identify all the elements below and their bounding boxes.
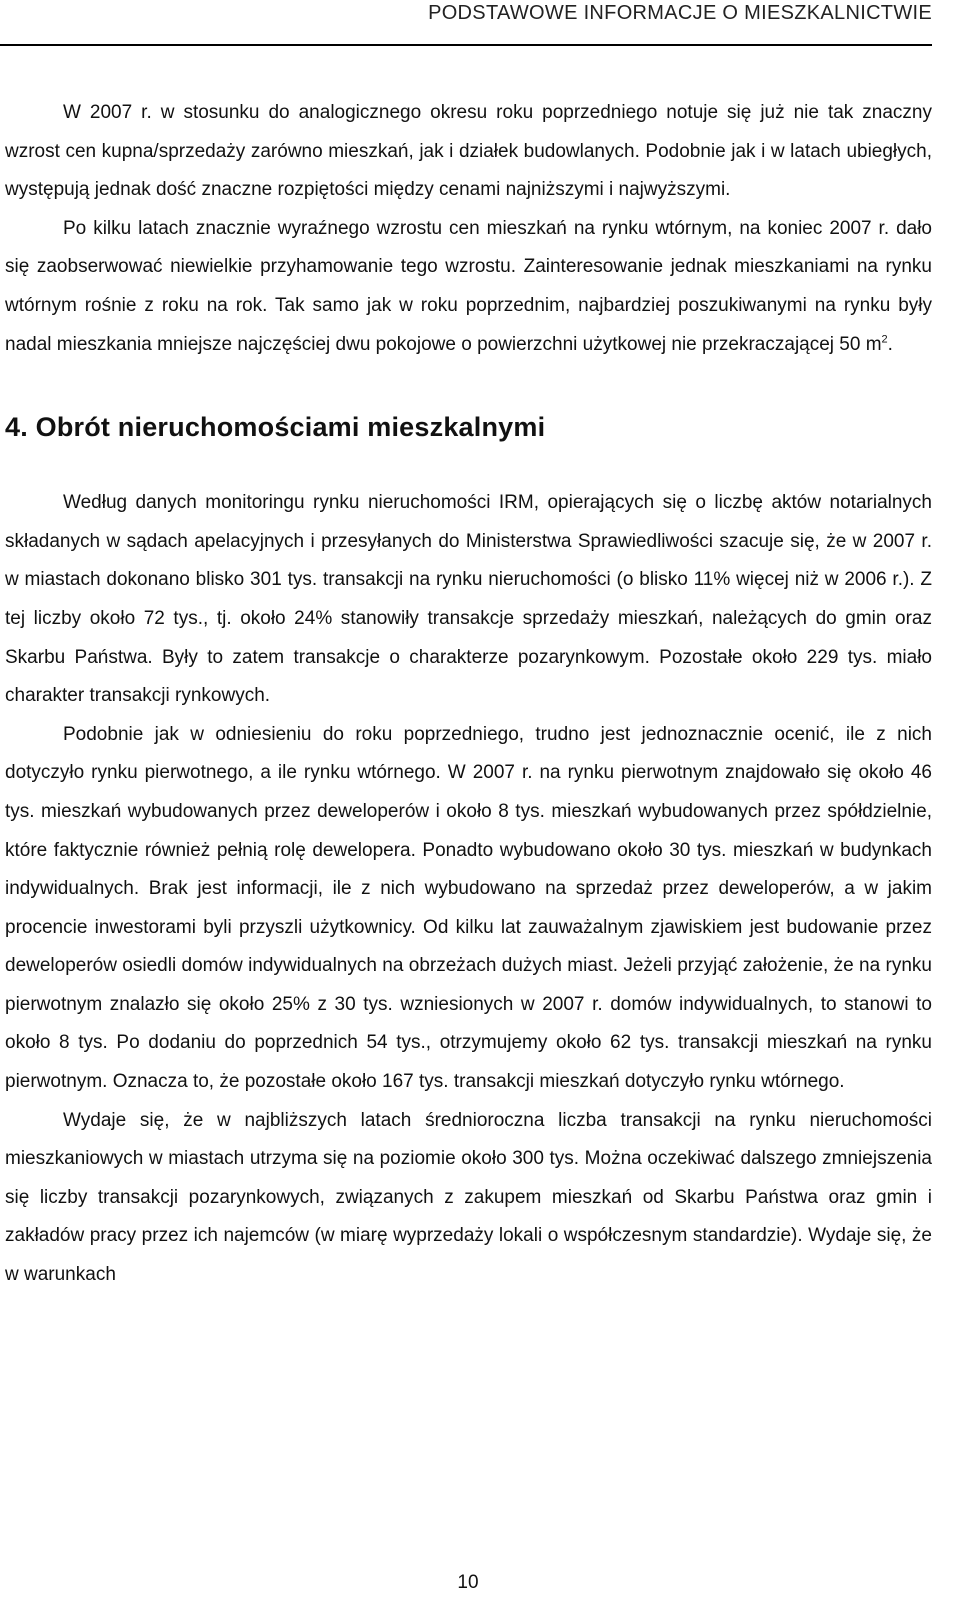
paragraph-primary-secondary-split: Podobnie jak w odniesieniu do roku poprzedniego, trudno jest jednoznacznie ocenić, ile z nich dotyczyło rynku pierwotnego, a ile rynku wtórnego. W 2007 r. na rynku pierwotnym znajdowało się około 46 tys. mieszkań wybudowanych przez deweloperów i około 8 tys. mieszkań wybudowanych przez spółdzielnie, które faktycznie również pełnią rolę dewelopera. Ponadto wybudowano około 30 tys. mieszkań w budynkach indywidualnych. Brak jest informacji, ile z nich wybudowano na sprzedaż przez deweloperów, a w jakim procencie inwestorami byli przyszli użytkownicy. Od kilku lat zauważalnym zjawiskiem jest budowanie przez deweloperów osiedli domów indywidualnych na obrzeżach dużych miast. Jeżeli przyjąć założenie, że na rynku pierwotnym znalazło się około 25% z 30 tys. wzniesionych w 2007 r. domów indywidualnych, to stanowi to około 8 tys. Po dodaniu do poprzednich 54 tys., otrzymujemy około 62 tys. transakcji mieszkań na rynku pierwotnym. Oznacza to, że pozostałe około 167 tys. transakcji mieszkań dotyczyło rynku wtórnego. [5,723,932,1093]
page-number: 10 [457,1572,479,1593]
paragraph-secondary-market-text: Po kilku latach znacznie wyraźnego wzrostu cen mieszkań na rynku wtórnym, na koniec 2007 r. dało się zaobserwować niewielkie przyhamowanie tego wzrostu. Zainteresowanie jednak mieszkaniami na rynku wtórnym rośnie z roku na rok. Tak samo jak w roku poprzednim, najbardziej poszukiwanymi na rynku były nadal mieszkania mniejsze najczęściej dwu pokojowe o powierzchni użytkowej nie przekraczającej 50 m [5,217,932,355]
superscript-two: 2 [881,333,888,346]
paragraph-outlook: Wydaje się, że w najbliższych latach średnioroczna liczba transakcji na rynku nieruchomości mieszkaniowych w miastach utrzyma się na poziomie około 300 tys. Można oczekiwać dalszego zmniejszenia się liczby transakcji pozarynkowych, związanych z zakupem mieszkań od Skarbu Państwa oraz gmin i zakładów pracy przez ich najemców (w miarę wyprzedaży lokali o współczesnym standardzie). Wydaje się, że w warunkach [5,1109,932,1286]
page-body [5,94,932,1295]
section-heading: 4. Obrót nieruchomościami mieszkalnymi [5,412,546,443]
running-header [0,0,932,46]
paragraph-secondary-market-tail: . [887,333,893,355]
paragraph-transactions-volume: Według danych monitoringu rynku nieruchomości IRM, opierających się o liczbę aktów notarialnych składanych w sądach apelacyjnych i przesyłanych do Ministerstwa Sprawiedliwości szacuje się, że w 2007 r. w miastach dokonano blisko 301 tys. transakcji na rynku nieruchomości (o blisko 11% więcej niż w 2006 r.). Z tej liczby około 72 tys., tj. około 24% stanowiły transakcje sprzedaży mieszkań, należących do gmin oraz Skarbu Państwa. Były to zatem transakcje o charakterze pozarynkowym. Pozostałe około 229 tys. miało charakter transakcji rynkowych. [5,492,932,707]
paragraph-price-trends: W 2007 r. w stosunku do analogicznego okresu roku poprzedniego notuje się już nie tak znaczny wzrost cen kupna/sprzedaży zarówno mieszkań, jak i działek budowlanych. Podobnie jak i w latach ubiegłych, występują jednak dość znaczne rozpiętości między cenami najniższymi i najwyższymi. [5,102,932,201]
paragraph-secondary-market [5,210,932,364]
running-header-title: PODSTAWOWE INFORMACJE O MIESZKALNICTWIE [428,2,932,24]
